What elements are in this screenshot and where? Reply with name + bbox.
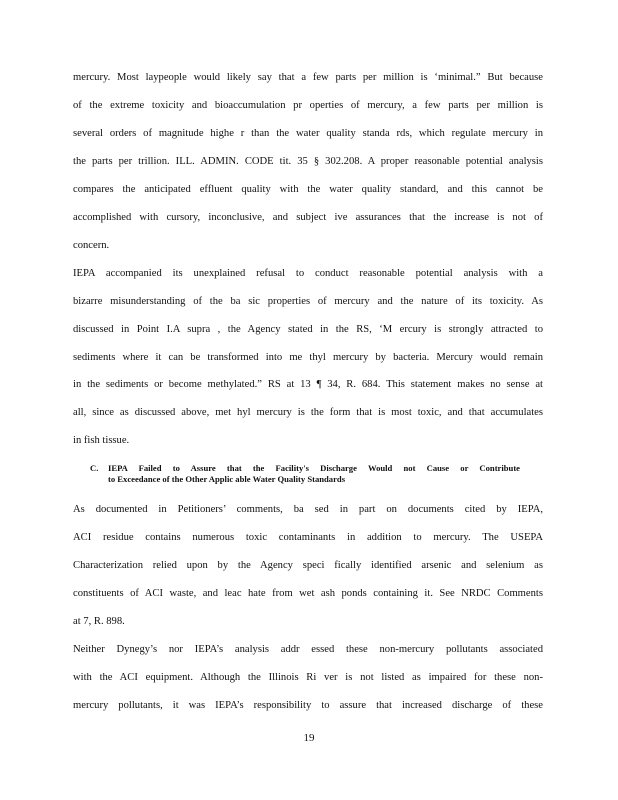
body-line: in the sediments or become methylated.” RS at 13 ¶ 34, R. 684. This statement makes no sense at [73,379,543,390]
body-line: IEPA accompanied its unexplained refusal to conduct reasonable potential analysis with a [73,268,543,279]
body-line: compares the anticipated effluent quality with the water quality standard, and this cannot be [73,184,543,195]
body-line: concern. [73,240,110,251]
body-line: sediments where it can be transformed into me thyl mercury by bacteria. Mercury would remain [73,352,543,363]
section-heading-line-1: IEPA Failed to Assure that the Facility's Discharge Would not Cause or Contribute [108,463,520,473]
body-line: the parts per trillion. ILL. ADMIN. CODE tit. 35 § 302.208. A proper reasonable potential analysis [73,156,543,167]
section-heading-number: C. [90,463,99,473]
body-line: mercury. Most laypeople would likely say that a few parts per million is ‘minimal.” But because [73,72,543,83]
body-line: bizarre misunderstanding of the ba sic properties of mercury and the nature of its toxicity. As [73,296,543,307]
body-line: mercury pollutants, it was IEPA’s responsibility to assure that increased discharge of these [73,700,543,711]
body-line: of the extreme toxicity and bioaccumulation pr operties of mercury, a few parts per million is [73,100,543,111]
body-line: Characterization relied upon by the Agency speci fically identified arsenic and selenium as [73,560,543,571]
page-number: 19 [303,732,315,744]
body-line: constituents of ACI waste, and leac hate from wet ash ponds containing it. See NRDC Comments [73,588,543,599]
body-line: at 7, R. 898. [73,616,125,627]
body-line: As documented in Petitioners’ comments, ba sed in part on documents cited by IEPA, [73,504,543,515]
body-line: with the ACI equipment. Although the Illinois Ri ver is not listed as impaired for these non- [73,672,543,683]
section-heading [90,463,520,485]
body-line: Neither Dynegy’s nor IEPA’s analysis addr essed these non-mercury pollutants associated [73,644,543,655]
section-heading-line-2: to Exceedance of the Other Applic able Water Quality Standards [108,474,346,484]
body-line: all, since as discussed above, met hyl mercury is the form that is most toxic, and that accumulates [73,407,543,418]
body-line: ACI residue contains numerous toxic contaminants in addition to mercury. The USEPA [73,532,543,543]
body-line: several orders of magnitude highe r than the water quality standa rds, which regulate mercury in [73,128,543,139]
body-line: accomplished with cursory, inconclusive, and subject ive assurances that the increase is not of [73,212,543,223]
body-line: discussed in Point I.A supra , the Agency stated in the RS, ‘M ercury is strongly attracted to [73,324,543,335]
body-line: in fish tissue. [73,435,130,446]
